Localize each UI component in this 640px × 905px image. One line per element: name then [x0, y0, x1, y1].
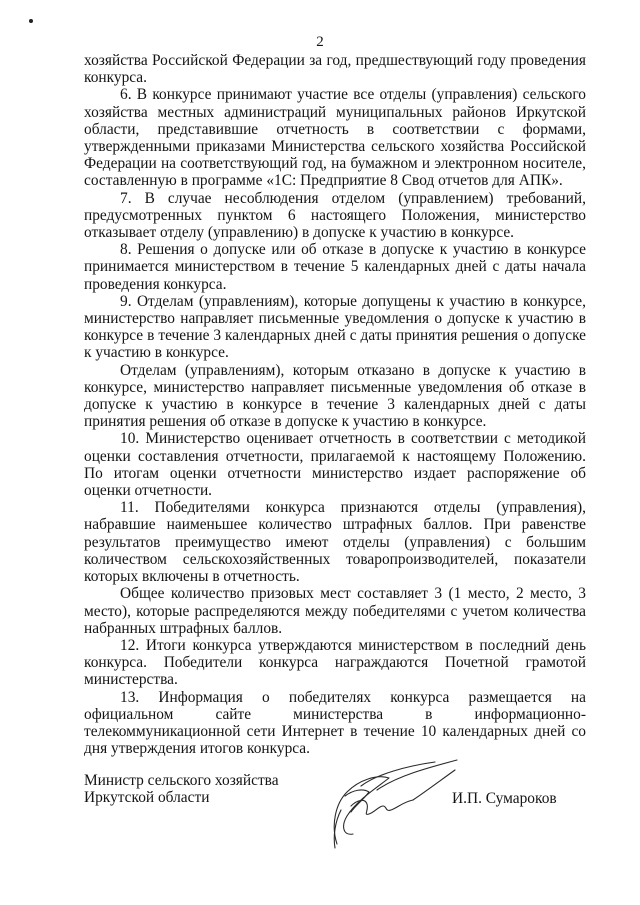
paragraph-8: 8. Решения о допуске или об отказе в допуске к участию в конкурсе принимается министерством в течение 5 календарных дней с даты начала проведения конкурса.: [84, 241, 586, 293]
handwritten-signature: [317, 756, 467, 856]
paragraph-10: 10. Министерство оценивает отчетность в соответствии с методикой оценки составления отчетности, прилагаемой к настоящему Положению. По итогам оценки отчетности министерство издает распоряжение об оценки отчетности.: [84, 430, 586, 500]
signatory-name: И.П. Сумароков: [452, 790, 557, 807]
document-body: [84, 52, 586, 757]
paragraph-13: 13. Информация о победителях конкурса размещается на официальном сайте министерства в информационно-телекоммуникационной сети Интернет в течение 10 календарных дней со дня утверждения итогов конкурса.: [84, 688, 586, 758]
paragraph-9: 9. Отделам (управлениям), которые допущены к участию в конкурсе, министерство направляет письменные уведомления о допуске к участию в конкурсе в течение 3 календарных дней с даты принятия решения о допуске к участию в конкурсе.: [84, 292, 586, 362]
signatory-title: [84, 772, 279, 806]
scan-speck: [29, 19, 33, 23]
page-number: 2: [316, 34, 324, 50]
signature-block: [84, 772, 586, 852]
paragraph-12: 12. Итоги конкурса утверждаются министерством в последний день конкурса. Победители конкурса награждаются Почетной грамотой министерства.: [84, 636, 586, 689]
paragraph-11: 11. Победителями конкурса признаются отделы (управления), набравшие наименьшее количество штрафных баллов. При равенстве результатов преимущество имеют отделы (управления) с большим количеством сельскохозяйственных товаропроизводителей, показатели которых включены в отчетность.: [84, 499, 586, 586]
paragraph-6: 6. В конкурсе принимают участие все отделы (управления) сельского хозяйства местных администраций муниципальных районов Иркутской области, представившие отчетность в соответствии с формами, утвержденными приказами Министерства сельского хозяйства Российской Федерации на соответствующий год, на бумажном и электронном носителе, составленную в программе «1С: Предприятие 8 Свод отчетов для АПК».: [84, 86, 586, 190]
paragraph-continuation: хозяйства Российской Федерации за год, предшествующий году проведения конкурса.: [84, 52, 586, 87]
paragraph-9-refusal: Отделам (управлениям), которым отказано в допуске к участию в конкурсе, министерство направляет письменные уведомления об отказе в допуске к участию в конкурсе в течение 3 календарных дней с даты принятия решения об отказе в допуске к участию в конкурсе.: [84, 361, 586, 431]
signatory-title-line1: Министр сельского хозяйства: [84, 772, 279, 789]
signatory-title-line2: Иркутской области: [84, 789, 210, 807]
paragraph-11-prizes: Общее количество призовых мест составляет 3 (1 место, 2 место, 3 место), которые распределяются между победителями с учетом количества набранных штрафных баллов.: [84, 585, 586, 637]
paragraph-7: 7. В случае несоблюдения отделом (управлением) требований, предусмотренных пунктом 6 настоящего Положения, министерство отказывает отделу (управлению) в допуске к участию в конкурсе.: [84, 189, 586, 242]
